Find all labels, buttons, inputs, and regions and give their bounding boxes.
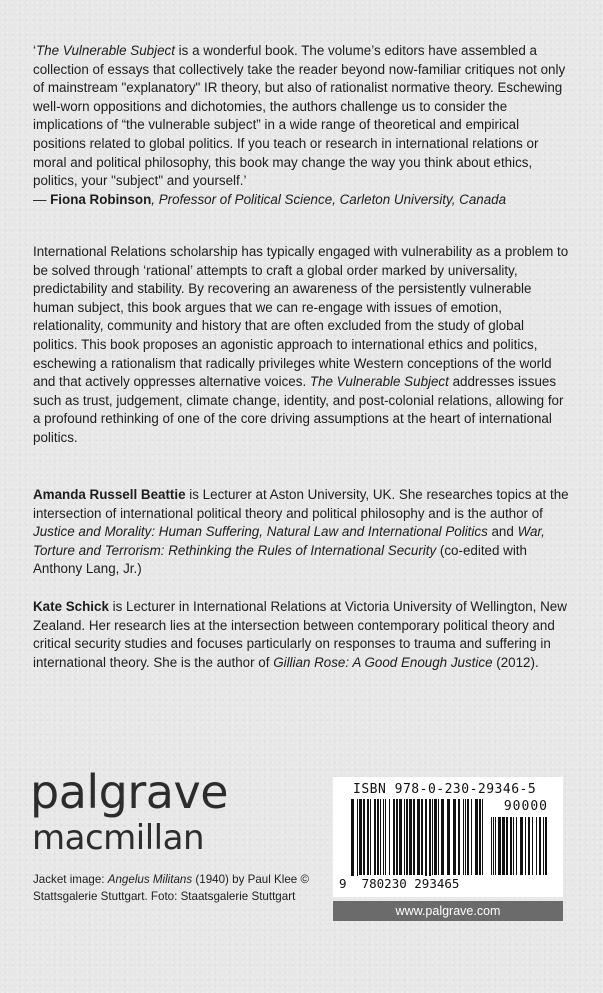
bio2-text-b: (2012). [492, 654, 539, 670]
barcode-bar [389, 799, 390, 875]
quote-text: is a wonderful book. The volume’s editors have assembled a collection of essays that collectively take the reader beyond now-familiar critiques not only of mainstream "explanatory" IR theory, but also of rationalist normative theory. Eschewing well-worn oppositions and dichotomies, the authors challenge us to consider the implications of “the vulnerable subject” in a wide range of theoretical and empirical positions related to global politics. If you teach or research in international relations or moral and political philosophy, this book may change the way you think about ethics, politics, your "subject" and yourself.’ [33, 43, 566, 189]
barcode-bar [467, 799, 469, 875]
barcode-bar [380, 799, 381, 875]
barcode-bar [363, 799, 365, 875]
ean-barcode-bars [351, 799, 485, 883]
barcode-bar [413, 799, 415, 875]
barcode-bar [441, 799, 444, 875]
barcode-bar [463, 799, 464, 875]
bio1-name: Amanda Russell Beattie [33, 487, 186, 502]
bio1-text-c: (co-edited with Anthony Lang, Jr.) [33, 542, 527, 577]
barcode-bar [370, 799, 371, 875]
barcode-bar [539, 817, 541, 875]
barcode-bar [429, 799, 431, 883]
bio2-text-a: is Lecturer in International Relations at Victoria University of Wellington, New Zealand. Her research lies at the intersection between contemporary political theory and critical security studies and focuses particularly on responses to trauma and suffering in international theory. She is the author of [33, 599, 567, 670]
barcode-bar [458, 799, 460, 875]
editor-bio-beattie [33, 486, 570, 579]
barcode-bar [528, 817, 530, 875]
summary-book-title: The Vulnerable Subject [309, 374, 449, 390]
barcode-bar [495, 817, 496, 875]
ean-left-digits: 780230 [361, 876, 407, 891]
book-summary [33, 243, 570, 448]
barcode-bar [409, 799, 412, 875]
barcode-bar [434, 799, 437, 875]
barcode-bar [545, 817, 547, 875]
ean-digits [339, 876, 459, 891]
bio1-text-a: is Lecturer at Aston University, UK. She researches topics at the intersection of international political theory and political philosophy and is the author of [33, 487, 569, 521]
quote-open-mark: ‘ [33, 43, 36, 58]
barcode-bar [513, 817, 514, 875]
bio1-book1: Justice and Morality: Human Suffering, Natural Law and International Politics [33, 524, 488, 540]
summary-text-a: International Relations scholarship has typically engaged with vulnerability as a problem to be solved through ‘rational’ attempts to craft a global order marked by universality, predictability and stability. By recovering an awareness of the persistently vulnerable human subject, this book argues that we can re-engage with issues of emotion, relationality, community and history that are often excluded from the study of global politics. This book proposes an agonistic approach to international ethics and politics, eschewing a rationalism that radically privileges white Western conceptions of the world and that actively oppresses alternative voices. [33, 244, 569, 390]
barcode-panel [333, 777, 563, 897]
editor-bio-schick [33, 598, 570, 672]
quote-book-title: The Vulnerable Subject [35, 43, 175, 58]
logo-line-2: macmillan [32, 818, 204, 858]
barcode-bar [406, 799, 408, 875]
barcode-bar [543, 817, 544, 875]
endorsement-quote [33, 42, 570, 209]
bio1-text-b: and [487, 524, 518, 540]
barcode-bar [377, 799, 379, 875]
barcode-bar [482, 799, 483, 875]
barcode-bar [399, 799, 402, 875]
ean-right-digits: 293465 [414, 876, 460, 891]
barcode-bar [498, 817, 501, 875]
barcode-bar [491, 817, 492, 875]
ean-first-digit: 9 [339, 876, 347, 891]
bio1-book2: War, Torture and Terrorism: Rethinking the Rules of International Security [33, 524, 545, 558]
addon-barcode-bars [491, 817, 547, 883]
barcode-bar [417, 799, 420, 875]
price-code: 90000 [503, 799, 548, 814]
quote-dash: — [33, 191, 51, 207]
barcode-bar [438, 799, 439, 875]
barcode-bar [447, 799, 450, 875]
barcode-bar [374, 799, 376, 875]
quote-attribution-name: Fiona Robinson [50, 191, 152, 207]
barcode-bar [393, 799, 395, 875]
barcode-bar [536, 817, 537, 875]
barcode-bar [471, 799, 472, 875]
isbn-number: ISBN 978-0-230-29346-5 [353, 782, 537, 797]
barcode-bar [532, 817, 533, 875]
barcode-bar [425, 799, 427, 883]
barcode-bar [421, 799, 423, 875]
jacket-image-credit [33, 871, 323, 906]
barcode-bar [506, 817, 508, 875]
barcode-bar [516, 817, 517, 875]
barcode-bar [510, 817, 512, 875]
website-link[interactable]: www.palgrave.com [333, 901, 563, 921]
credit-prefix: Jacket image: [33, 873, 108, 886]
bio2-book: Gillian Rose: A Good Enough Justice [273, 654, 493, 670]
barcode-bar [383, 799, 384, 875]
barcode-bar [357, 799, 358, 883]
barcode-bar [432, 799, 433, 875]
barcode-bar [479, 799, 481, 875]
barcode-bar [525, 817, 526, 875]
barcode-bar [475, 799, 478, 875]
barcode-bar [502, 817, 505, 875]
barcode-bar [520, 817, 523, 875]
barcode-bar [493, 817, 494, 875]
credit-artwork: Angelus Militans [107, 873, 193, 886]
barcode-bar [465, 799, 466, 875]
barcode-bar [359, 799, 362, 875]
publisher-logo [30, 765, 228, 858]
logo-line-1: palgrave [30, 765, 228, 819]
barcode-bar [351, 799, 354, 883]
barcode-bar [396, 799, 398, 875]
credit-text: (1940) by Paul Klee © Stattsgalerie Stuttgart. Foto: Staatsgalerie Stuttgart [33, 873, 309, 904]
barcode-bar [367, 799, 369, 875]
quote-attribution-role: , Professor of Political Science, Carleton University, Canada [151, 191, 507, 207]
barcode-bar [404, 799, 405, 875]
barcode-bar [385, 799, 386, 875]
bio2-name: Kate Schick [33, 599, 109, 614]
summary-text-b: addresses issues such as trust, judgement, climate change, identity, and post-colonial relations, allowing for a profound rethinking of one of the core driving assumptions at the heart of international politics. [33, 374, 564, 445]
barcode-bar [453, 799, 456, 875]
